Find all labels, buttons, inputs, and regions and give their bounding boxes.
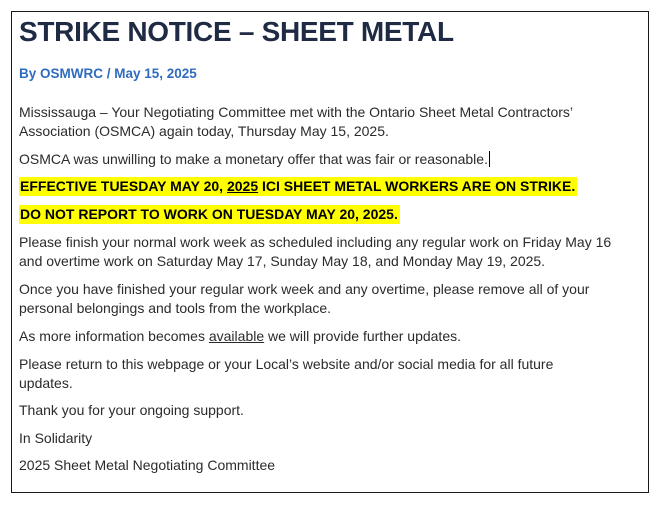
text-cursor <box>489 151 490 167</box>
paragraph-remove-belongings <box>19 280 589 318</box>
highlight-strike-effective-year: 2025 <box>226 178 259 194</box>
highlight-strike-effective-part-2: ICI SHEET METAL WORKERS ARE ON STRIKE. <box>258 178 576 194</box>
paragraph-return-webpage-line-2: updates. <box>19 375 73 391</box>
paragraph-more-info <box>19 327 461 346</box>
page-title: STRIKE NOTICE – SHEET METAL <box>19 16 454 47</box>
paragraph-signature: 2025 Sheet Metal Negotiating Committee <box>19 457 276 473</box>
highlight-strike-effective-bg <box>19 177 577 196</box>
paragraph-intro <box>19 103 573 141</box>
paragraph-intro-line-2: Association (OSMCA) again today, Thursday May 15, 2025. <box>19 123 389 139</box>
paragraph-thank-you: Thank you for your ongoing support. <box>19 402 244 418</box>
paragraph-osmca-text: OSMCA was unwilling to make a monetary offer that was fair or reasonable. <box>19 151 488 167</box>
paragraph-more-info-available: available <box>208 328 265 344</box>
highlight-do-not-report <box>19 205 400 224</box>
highlight-do-not-report-bg: DO NOT REPORT TO WORK ON TUESDAY MAY 20, 2025. <box>20 206 398 222</box>
highlight-strike-effective-part-1: EFFECTIVE TUESDAY MAY 20, <box>20 178 227 194</box>
paragraph-return-webpage-line-1: Please return to this webpage or your Local’s website and/or social media for all future <box>19 356 554 372</box>
paragraph-return-webpage <box>19 355 553 393</box>
byline: By OSMWRC / May 15, 2025 <box>19 66 197 81</box>
paragraph-more-info-part-2: we will provide further updates. <box>264 328 461 344</box>
paragraph-remove-belongings-line-1: Once you have finished your regular work week and any overtime, please remove all of your <box>19 281 590 297</box>
paragraph-more-info-part-1: As more information becomes <box>19 328 209 344</box>
paragraph-finish-work <box>19 233 611 271</box>
paragraph-finish-work-line-1: Please finish your normal work week as scheduled including any regular work on Friday May 16 <box>19 234 612 250</box>
paragraph-in-solidarity: In Solidarity <box>19 430 93 446</box>
paragraph-osmca <box>19 150 490 169</box>
paragraph-finish-work-line-2: and overtime work on Saturday May 17, Sunday May 18, and Monday May 19, 2025. <box>19 253 546 269</box>
highlight-strike-effective <box>19 177 577 196</box>
paragraph-intro-line-1: Mississauga – Your Negotiating Committee met with the Ontario Sheet Metal Contractors’ <box>19 104 574 120</box>
paragraph-remove-belongings-line-2: personal belongings and tools from the workplace. <box>19 300 332 316</box>
